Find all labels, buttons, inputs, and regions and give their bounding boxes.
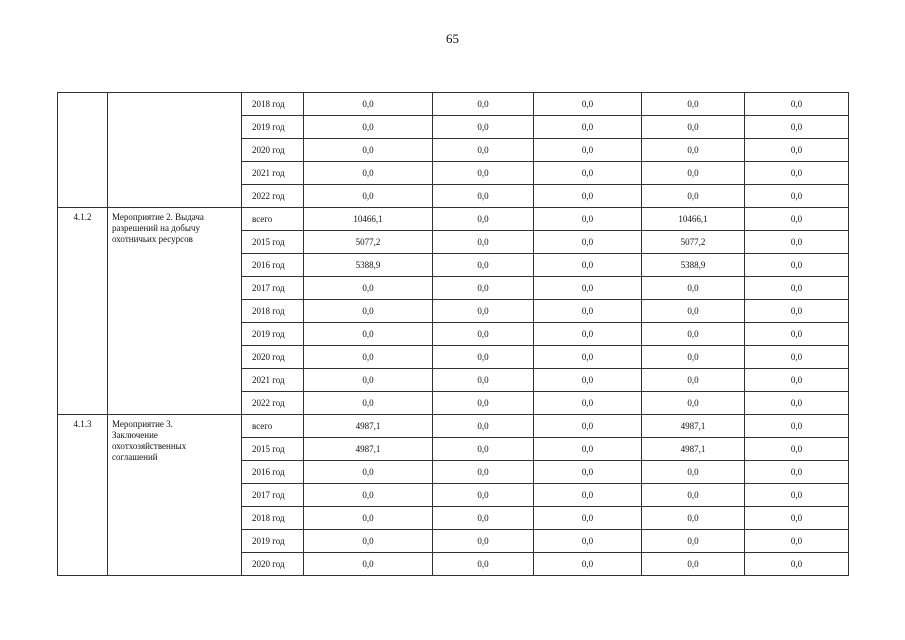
- value-cell: 0,0: [304, 323, 433, 346]
- item-name: [108, 208, 242, 415]
- value-cell: 0,0: [642, 185, 745, 208]
- period-cell: 2016 год: [242, 254, 304, 277]
- value-cell: 0,0: [433, 208, 534, 231]
- value-cell: 0,0: [745, 208, 849, 231]
- value-cell: 0,0: [433, 392, 534, 415]
- value-cell: 0,0: [433, 277, 534, 300]
- period-cell: 2022 год: [242, 185, 304, 208]
- value-cell: 0,0: [745, 438, 849, 461]
- value-cell: 0,0: [433, 369, 534, 392]
- value-cell: 0,0: [304, 392, 433, 415]
- value-cell: 0,0: [642, 369, 745, 392]
- value-cell: 0,0: [745, 530, 849, 553]
- budget-table: [57, 92, 849, 576]
- value-cell: 0,0: [534, 530, 642, 553]
- period-cell: 2018 год: [242, 93, 304, 116]
- value-cell: 0,0: [534, 507, 642, 530]
- value-cell: 0,0: [745, 254, 849, 277]
- value-cell: 0,0: [304, 139, 433, 162]
- value-cell: 0,0: [745, 93, 849, 116]
- period-cell: 2019 год: [242, 530, 304, 553]
- period-cell: 2021 год: [242, 369, 304, 392]
- value-cell: 0,0: [642, 461, 745, 484]
- item-name-line: охотхозяйственных: [112, 441, 187, 451]
- period-cell: 2020 год: [242, 346, 304, 369]
- value-cell: 0,0: [304, 461, 433, 484]
- value-cell: 0,0: [745, 162, 849, 185]
- value-cell: 0,0: [745, 185, 849, 208]
- period-cell: 2015 год: [242, 231, 304, 254]
- value-cell: 0,0: [534, 553, 642, 576]
- value-cell: 0,0: [745, 139, 849, 162]
- value-cell: 0,0: [304, 277, 433, 300]
- period-cell: 2022 год: [242, 392, 304, 415]
- period-cell: 2019 год: [242, 323, 304, 346]
- value-cell: 0,0: [433, 231, 534, 254]
- item-name-line: Мероприятие 2. Выдача: [112, 212, 204, 222]
- value-cell: 4987,1: [642, 438, 745, 461]
- period-cell: 2020 год: [242, 139, 304, 162]
- value-cell: 0,0: [304, 185, 433, 208]
- value-cell: 5388,9: [304, 254, 433, 277]
- value-cell: 0,0: [534, 484, 642, 507]
- value-cell: 0,0: [304, 530, 433, 553]
- value-cell: 0,0: [304, 93, 433, 116]
- value-cell: 0,0: [642, 484, 745, 507]
- value-cell: 0,0: [642, 300, 745, 323]
- value-cell: 5077,2: [304, 231, 433, 254]
- value-cell: 0,0: [534, 438, 642, 461]
- value-cell: 0,0: [304, 346, 433, 369]
- item-name-line: охотничьих ресурсов: [112, 234, 193, 244]
- value-cell: 0,0: [433, 553, 534, 576]
- value-cell: 0,0: [433, 300, 534, 323]
- value-cell: 0,0: [534, 162, 642, 185]
- value-cell: 4987,1: [642, 415, 745, 438]
- item-code: [58, 93, 108, 208]
- item-name: [108, 93, 242, 208]
- value-cell: 0,0: [642, 553, 745, 576]
- value-cell: 0,0: [642, 323, 745, 346]
- period-cell: 2021 год: [242, 162, 304, 185]
- value-cell: 0,0: [534, 185, 642, 208]
- value-cell: 0,0: [745, 323, 849, 346]
- item-name-line: разрешений на добычу: [112, 223, 200, 233]
- value-cell: 0,0: [534, 323, 642, 346]
- value-cell: 0,0: [534, 300, 642, 323]
- value-cell: 0,0: [745, 484, 849, 507]
- value-cell: 0,0: [642, 277, 745, 300]
- value-cell: 0,0: [433, 323, 534, 346]
- value-cell: 0,0: [745, 507, 849, 530]
- value-cell: 0,0: [433, 162, 534, 185]
- value-cell: 0,0: [433, 461, 534, 484]
- value-cell: 0,0: [745, 231, 849, 254]
- value-cell: 0,0: [304, 116, 433, 139]
- value-cell: 0,0: [433, 530, 534, 553]
- value-cell: 0,0: [642, 346, 745, 369]
- value-cell: 0,0: [745, 392, 849, 415]
- value-cell: 0,0: [534, 277, 642, 300]
- table-row: [58, 93, 849, 116]
- item-code: 4.1.2: [58, 208, 108, 415]
- value-cell: 0,0: [534, 369, 642, 392]
- value-cell: 0,0: [304, 300, 433, 323]
- value-cell: 0,0: [304, 484, 433, 507]
- table-row: [58, 208, 849, 231]
- period-cell: всего: [242, 208, 304, 231]
- item-name-line: соглашений: [112, 452, 158, 462]
- item-code: 4.1.3: [58, 415, 108, 576]
- value-cell: 4987,1: [304, 415, 433, 438]
- value-cell: 0,0: [642, 139, 745, 162]
- value-cell: 0,0: [745, 415, 849, 438]
- value-cell: 0,0: [433, 346, 534, 369]
- item-name-line: Мероприятие 3.: [112, 419, 173, 429]
- value-cell: 10466,1: [304, 208, 433, 231]
- value-cell: 0,0: [534, 346, 642, 369]
- value-cell: 0,0: [433, 507, 534, 530]
- value-cell: 4987,1: [304, 438, 433, 461]
- value-cell: 0,0: [304, 507, 433, 530]
- value-cell: 0,0: [304, 553, 433, 576]
- value-cell: 0,0: [745, 300, 849, 323]
- value-cell: 0,0: [642, 392, 745, 415]
- value-cell: 0,0: [534, 231, 642, 254]
- value-cell: 0,0: [433, 93, 534, 116]
- value-cell: 0,0: [745, 116, 849, 139]
- value-cell: 0,0: [433, 415, 534, 438]
- period-cell: 2020 год: [242, 553, 304, 576]
- value-cell: 0,0: [745, 277, 849, 300]
- item-name: [108, 415, 242, 576]
- value-cell: 5077,2: [642, 231, 745, 254]
- period-cell: всего: [242, 415, 304, 438]
- value-cell: 0,0: [534, 392, 642, 415]
- value-cell: 0,0: [534, 139, 642, 162]
- table-body: [58, 93, 849, 576]
- value-cell: 5388,9: [642, 254, 745, 277]
- value-cell: 0,0: [534, 254, 642, 277]
- value-cell: 0,0: [433, 185, 534, 208]
- period-cell: 2015 год: [242, 438, 304, 461]
- value-cell: 0,0: [642, 507, 745, 530]
- table-row: [58, 415, 849, 438]
- value-cell: 0,0: [745, 346, 849, 369]
- value-cell: 0,0: [745, 553, 849, 576]
- value-cell: 0,0: [745, 461, 849, 484]
- period-cell: 2017 год: [242, 277, 304, 300]
- item-name-line: Заключение: [112, 430, 158, 440]
- value-cell: 0,0: [304, 162, 433, 185]
- value-cell: 0,0: [745, 369, 849, 392]
- value-cell: 0,0: [534, 116, 642, 139]
- period-cell: 2019 год: [242, 116, 304, 139]
- value-cell: 0,0: [534, 208, 642, 231]
- value-cell: 0,0: [534, 415, 642, 438]
- value-cell: 0,0: [433, 254, 534, 277]
- period-cell: 2017 год: [242, 484, 304, 507]
- period-cell: 2016 год: [242, 461, 304, 484]
- value-cell: 0,0: [534, 93, 642, 116]
- period-cell: 2018 год: [242, 507, 304, 530]
- value-cell: 0,0: [433, 484, 534, 507]
- value-cell: 10466,1: [642, 208, 745, 231]
- value-cell: 0,0: [642, 162, 745, 185]
- value-cell: 0,0: [642, 116, 745, 139]
- value-cell: 0,0: [433, 139, 534, 162]
- page-number: 65: [446, 31, 459, 46]
- value-cell: 0,0: [433, 438, 534, 461]
- value-cell: 0,0: [534, 461, 642, 484]
- period-cell: 2018 год: [242, 300, 304, 323]
- value-cell: 0,0: [642, 93, 745, 116]
- value-cell: 0,0: [642, 530, 745, 553]
- value-cell: 0,0: [433, 116, 534, 139]
- value-cell: 0,0: [304, 369, 433, 392]
